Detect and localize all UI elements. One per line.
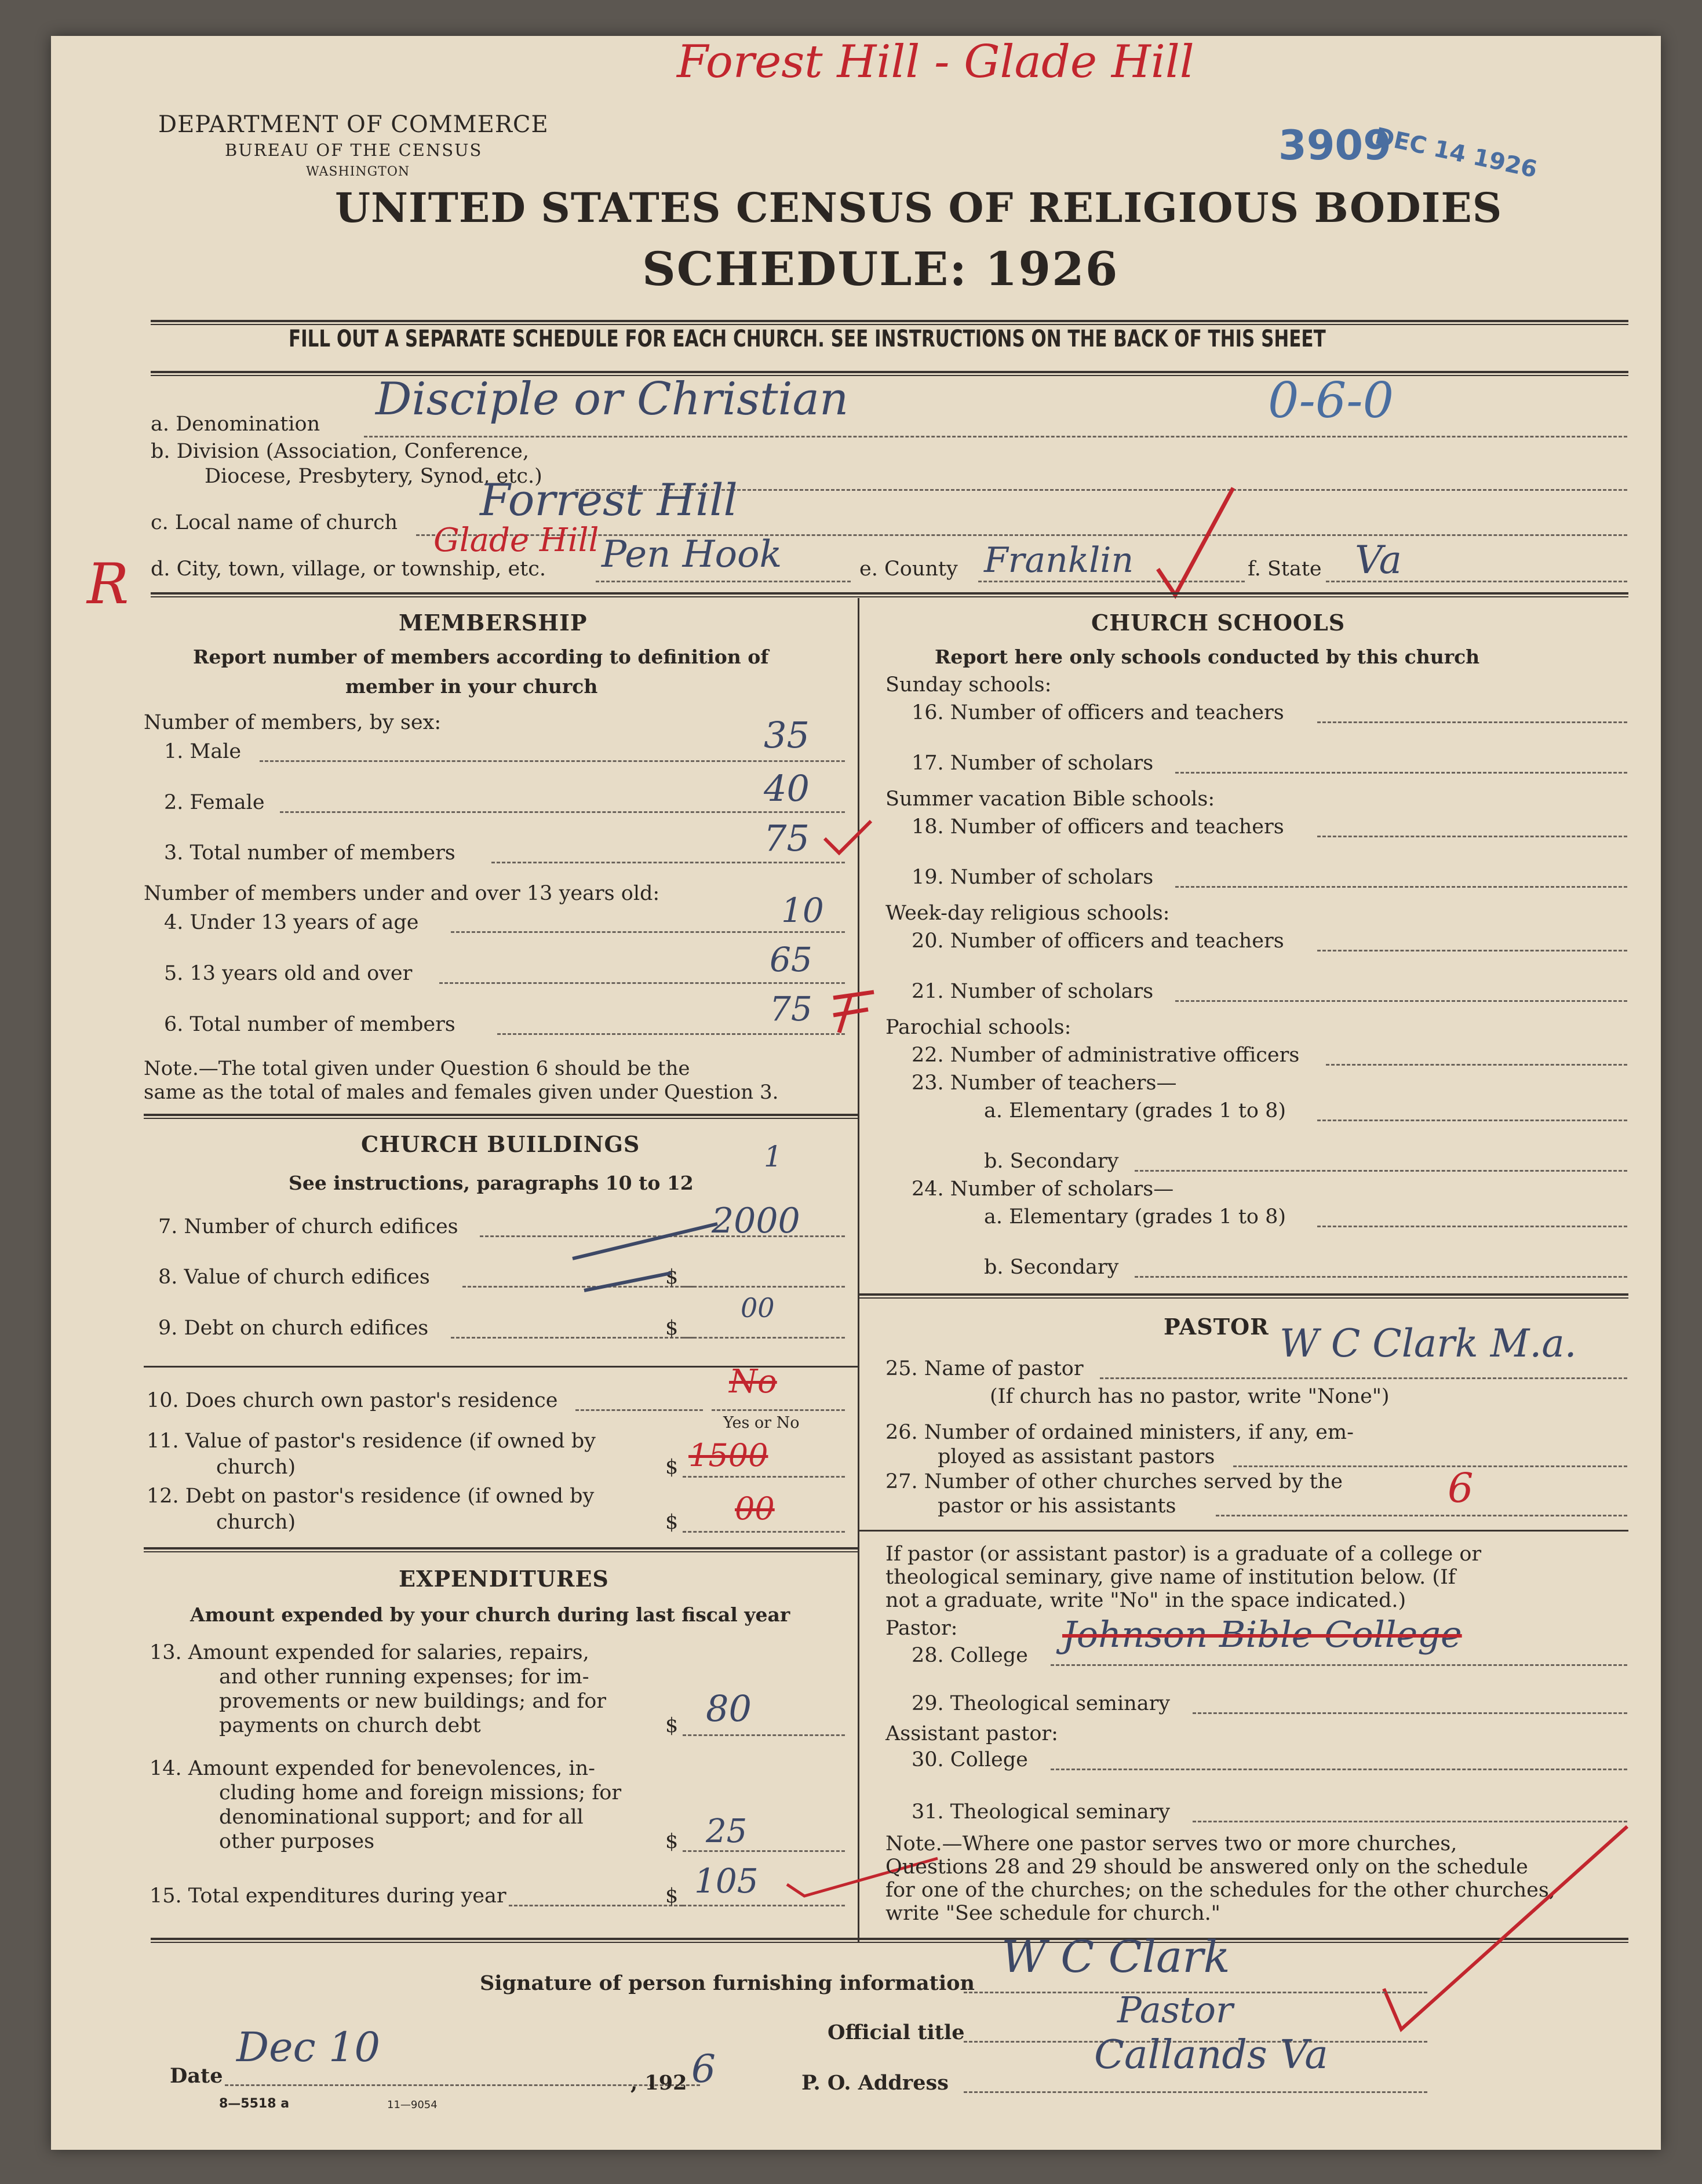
q27-label-1: 27. Number of other churches served by the bbox=[885, 1470, 1343, 1493]
q10-residence-value: No bbox=[729, 1363, 777, 1401]
q11-line bbox=[683, 1476, 845, 1478]
q31-label: 31. Theological seminary bbox=[912, 1800, 1171, 1824]
signature-label: Signature of person furnishing information bbox=[480, 1971, 975, 1995]
q10-residence-label: 10. Does church own pastor's residence bbox=[147, 1389, 558, 1412]
expenditures-sub: Amount expended by your church during last fiscal year bbox=[190, 1603, 790, 1626]
q1-line bbox=[260, 760, 845, 762]
q9-debt-label: 9. Debt on church edifices bbox=[158, 1317, 429, 1340]
pastor-heading: PASTOR bbox=[1164, 1314, 1269, 1340]
q8-value-value: 2000 bbox=[712, 1201, 800, 1241]
division-label-2: Diocese, Presbytery, Synod, etc.) bbox=[205, 465, 542, 488]
fill-instructions: FILL OUT A SEPARATE SCHEDULE FOR EACH CHURCH. SEE INSTRUCTIONS ON THE BACK OF THIS SHEET bbox=[289, 326, 1326, 352]
q26-label-2: ployed as assistant pastors bbox=[938, 1445, 1215, 1468]
bureau-city: WASHINGTON bbox=[306, 165, 410, 179]
q18-line bbox=[1317, 836, 1627, 837]
q14-label-4: other purposes bbox=[219, 1830, 375, 1853]
schedule-title: SCHEDULE: 1926 bbox=[642, 242, 1119, 296]
q14-label-1: 14. Amount expended for benevolences, in- bbox=[150, 1757, 595, 1780]
q1-male-value: 35 bbox=[764, 714, 810, 756]
pastor-mid-rule bbox=[858, 1530, 1628, 1532]
q17-line bbox=[1175, 772, 1627, 774]
q19-label: 19. Number of scholars bbox=[912, 866, 1154, 889]
q10-line bbox=[712, 1409, 845, 1411]
q30-label: 30. College bbox=[912, 1748, 1028, 1771]
membership-rule bbox=[144, 1114, 858, 1119]
q12-label-2: church) bbox=[216, 1511, 296, 1534]
q4-under13-label: 4. Under 13 years of age bbox=[164, 911, 419, 934]
membership-sub-2: member in your church bbox=[345, 675, 598, 698]
schools-sub: Report here only schools conducted by this church bbox=[935, 646, 1480, 668]
q23a-label: a. Elementary (grades 1 to 8) bbox=[984, 1099, 1286, 1122]
sunday-schools-label: Sunday schools: bbox=[885, 673, 1052, 697]
q12-dollar: $ bbox=[665, 1511, 679, 1534]
q18-label: 18. Number of officers and teachers bbox=[912, 815, 1284, 838]
po-address-value: Callands Va bbox=[1094, 2032, 1328, 2078]
yes-or-no-hint: Yes or No bbox=[723, 1414, 800, 1432]
denomination-label: a. Denomination bbox=[151, 413, 320, 436]
q9-dots bbox=[451, 1337, 694, 1339]
graduate-note-3: not a graduate, write "No" in the space indicated.) bbox=[885, 1589, 1406, 1612]
q7-edifices-label: 7. Number of church edifices bbox=[158, 1215, 458, 1238]
q28-label: 28. College bbox=[912, 1644, 1028, 1667]
q25-line bbox=[1100, 1377, 1627, 1379]
schools-rule bbox=[858, 1293, 1628, 1299]
header-rule-top bbox=[151, 320, 1628, 325]
q10-dots bbox=[575, 1409, 703, 1411]
classification-code: 0-6-0 bbox=[1268, 372, 1394, 429]
q11-label-2: church) bbox=[216, 1456, 296, 1479]
q2-female-value: 40 bbox=[764, 767, 810, 810]
q5-over13-label: 5. 13 years old and over bbox=[164, 962, 413, 985]
graduate-note-2: theological seminary, give name of institution below. (If bbox=[885, 1566, 1456, 1589]
q8-value-label: 8. Value of church edifices bbox=[158, 1266, 430, 1289]
pen-strike-marks bbox=[561, 1204, 723, 1296]
q27-line bbox=[1216, 1515, 1627, 1516]
q15-dollar: $ bbox=[665, 1884, 679, 1908]
official-title-label: Official title bbox=[828, 2021, 965, 2044]
q3-total-label: 3. Total number of members bbox=[164, 841, 455, 865]
q14-value: 25 bbox=[706, 1813, 748, 1850]
parochial-schools-label: Parochial schools: bbox=[885, 1016, 1072, 1039]
pastor-note-1: Note.—Where one pastor serves two or more churches, bbox=[885, 1832, 1457, 1855]
denomination-value: Disciple or Christian bbox=[376, 373, 849, 425]
q12-debt-value: 00 bbox=[735, 1490, 775, 1527]
q24-label: 24. Number of scholars— bbox=[912, 1177, 1174, 1201]
po-address-line bbox=[964, 2091, 1427, 2093]
q1-male-label: 1. Male bbox=[164, 740, 242, 763]
q27-value: 6 bbox=[1448, 1464, 1474, 1512]
state-label: f. State bbox=[1248, 557, 1322, 581]
graduate-note-1: If pastor (or assistant pastor) is a graduate of a college or bbox=[885, 1543, 1482, 1566]
pastor-note-4: write "See schedule for church." bbox=[885, 1902, 1220, 1925]
q25-note: (If church has no pastor, write "None") bbox=[990, 1385, 1390, 1408]
members-by-age-label: Number of members under and over 13 years old: bbox=[144, 882, 660, 905]
state-value: Va bbox=[1355, 538, 1402, 582]
q24a-label: a. Elementary (grades 1 to 8) bbox=[984, 1205, 1286, 1228]
assistant-pastor-label: Assistant pastor: bbox=[885, 1722, 1058, 1745]
q23b-line bbox=[1135, 1170, 1627, 1172]
q21-label: 21. Number of scholars bbox=[912, 980, 1154, 1003]
received-stamp-number: 3909 bbox=[1278, 122, 1391, 169]
q13-label-3: provements or new buildings; and for bbox=[219, 1690, 607, 1713]
pastor-note-3: for one of the churches; on the schedules for the other churches, bbox=[885, 1879, 1555, 1902]
q19-line bbox=[1175, 886, 1627, 888]
q14-label-2: cluding home and foreign missions; for bbox=[219, 1781, 622, 1804]
q2-female-label: 2. Female bbox=[164, 791, 265, 814]
q6-line bbox=[497, 1033, 845, 1035]
q9-dollar: $ bbox=[665, 1317, 679, 1340]
q25-pastor-name: W C Clark M.a. bbox=[1280, 1321, 1577, 1366]
q11-dollar: $ bbox=[665, 1456, 679, 1479]
form-number: 8—5518 a bbox=[219, 2097, 290, 2111]
membership-note-1: Note.—The total given under Question 6 should be the bbox=[144, 1057, 690, 1080]
city-label: d. City, town, village, or township, etc. bbox=[151, 557, 546, 581]
expenditures-heading: EXPENDITURES bbox=[399, 1566, 609, 1592]
q14-dollar: $ bbox=[665, 1830, 679, 1853]
q22-label: 22. Number of administrative officers bbox=[912, 1044, 1300, 1067]
received-stamp-date: DEC 14 1926 bbox=[1372, 123, 1540, 184]
q6-total-value: 75 bbox=[770, 989, 812, 1029]
q13-label-2: and other running expenses; for im- bbox=[219, 1665, 589, 1689]
q13-label-1: 13. Amount expended for salaries, repairs, bbox=[150, 1641, 589, 1664]
red-check-footer bbox=[1372, 1815, 1633, 2035]
q23b-label: b. Secondary bbox=[984, 1150, 1119, 1173]
q29-label: 29. Theological seminary bbox=[912, 1692, 1171, 1715]
schools-heading: CHURCH SCHOOLS bbox=[1091, 610, 1346, 636]
year-digit: 6 bbox=[691, 2047, 716, 2091]
q5-line bbox=[439, 982, 845, 984]
red-check-mark-county bbox=[1152, 482, 1245, 604]
q6-total-label: 6. Total number of members bbox=[164, 1013, 455, 1036]
membership-heading: MEMBERSHIP bbox=[399, 610, 588, 636]
county-value: Franklin bbox=[984, 540, 1134, 581]
department-name: DEPARTMENT OF COMMERCE bbox=[158, 111, 549, 138]
date-value: Dec 10 bbox=[236, 2023, 381, 2071]
city-value: Pen Hook bbox=[602, 533, 782, 576]
q4-under13-value: 10 bbox=[781, 891, 824, 930]
q15-label: 15. Total expenditures during year bbox=[150, 1884, 506, 1908]
q15-value: 105 bbox=[694, 1861, 759, 1901]
q11-label-1: 11. Value of pastor's residence (if owned by bbox=[147, 1430, 596, 1453]
city-line bbox=[596, 581, 851, 582]
signature-value: W C Clark bbox=[1001, 1931, 1230, 1982]
buildings-rule bbox=[144, 1547, 858, 1552]
denomination-line bbox=[364, 436, 1627, 437]
official-title-value: Pastor bbox=[1117, 1989, 1233, 2031]
q14-line bbox=[683, 1850, 845, 1852]
bureau-name: BUREAU OF THE CENSUS bbox=[225, 140, 483, 160]
q27-label-2: pastor or his assistants bbox=[938, 1494, 1176, 1518]
section-rule-top bbox=[151, 592, 1628, 597]
q5-over13-value: 65 bbox=[770, 940, 812, 979]
q8-dollar: $ bbox=[665, 1266, 679, 1289]
buildings-heading: CHURCH BUILDINGS bbox=[361, 1131, 640, 1157]
local-name-value: Forrest Hill bbox=[480, 474, 738, 526]
q16-line bbox=[1317, 721, 1627, 723]
margin-mark: R bbox=[87, 552, 129, 617]
q12-line bbox=[683, 1531, 845, 1533]
q3-line bbox=[491, 862, 845, 863]
q26-line bbox=[1233, 1465, 1627, 1467]
q3-total-value: 75 bbox=[764, 817, 810, 859]
q23-label: 23. Number of teachers— bbox=[912, 1071, 1177, 1095]
q12-label-1: 12. Debt on pastor's residence (if owned by bbox=[147, 1485, 595, 1508]
q17-label: 17. Number of scholars bbox=[912, 752, 1154, 775]
pastor-label: Pastor: bbox=[885, 1617, 958, 1640]
q30-line bbox=[1051, 1769, 1627, 1770]
city-correction: Glade Hill bbox=[433, 522, 599, 559]
date-line bbox=[225, 2084, 700, 2086]
column-divider bbox=[858, 598, 859, 1942]
q22-line bbox=[1326, 1064, 1627, 1066]
date-label: Date bbox=[170, 2064, 223, 2088]
q4-line bbox=[451, 931, 845, 933]
print-number: 11—9054 bbox=[387, 2099, 438, 2111]
red-check-q3 bbox=[822, 818, 874, 859]
q29-line bbox=[1193, 1712, 1627, 1714]
top-annotation: Forest Hill - Glade Hill bbox=[677, 36, 1194, 88]
q2-line bbox=[280, 811, 845, 813]
year-prefix: , 192 bbox=[630, 2071, 687, 2095]
division-label-1: b. Division (Association, Conference, bbox=[151, 440, 529, 463]
summer-schools-label: Summer vacation Bible schools: bbox=[885, 787, 1215, 811]
q14-label-3: denominational support; and for all bbox=[219, 1806, 584, 1829]
local-name-label: c. Local name of church bbox=[151, 511, 398, 534]
q24b-label: b. Secondary bbox=[984, 1256, 1119, 1279]
buildings-sub: See instructions, paragraphs 10 to 12 bbox=[289, 1172, 694, 1194]
q9-line bbox=[683, 1337, 845, 1339]
q13-value: 80 bbox=[706, 1687, 752, 1730]
county-label: e. County bbox=[859, 557, 958, 581]
q9-debt-value: 00 bbox=[741, 1292, 775, 1323]
q20-line bbox=[1317, 950, 1627, 951]
po-address-label: P. O. Address bbox=[801, 2071, 949, 2095]
q15-dots bbox=[509, 1905, 683, 1906]
q11-residence-value: 1500 bbox=[688, 1437, 768, 1474]
q24a-line bbox=[1317, 1226, 1627, 1227]
q24b-line bbox=[1135, 1276, 1627, 1278]
form-title: UNITED STATES CENSUS OF RELIGIOUS BODIES bbox=[335, 184, 1503, 232]
q26-label-1: 26. Number of ordained ministers, if any, em- bbox=[885, 1421, 1354, 1444]
q28-college-value: Johnson Bible College bbox=[1062, 1613, 1462, 1656]
membership-sub-1: Report number of members according to definition of bbox=[193, 646, 769, 668]
weekday-schools-label: Week-day religious schools: bbox=[885, 902, 1170, 925]
census-form-sheet bbox=[51, 36, 1661, 2150]
red-mark-q6 bbox=[828, 986, 880, 1038]
pastor-note-2: Questions 28 and 29 should be answered only on the schedule bbox=[885, 1855, 1528, 1879]
members-by-sex-label: Number of members, by sex: bbox=[144, 711, 442, 734]
q16-label: 16. Number of officers and teachers bbox=[912, 701, 1284, 724]
membership-note-2: same as the total of males and females given under Question 3. bbox=[144, 1081, 779, 1104]
q23a-line bbox=[1317, 1120, 1627, 1121]
q28-line bbox=[1051, 1664, 1627, 1666]
q20-label: 20. Number of officers and teachers bbox=[912, 929, 1284, 953]
q25-label: 25. Name of pastor bbox=[885, 1357, 1084, 1380]
header-rule-bottom bbox=[151, 371, 1628, 376]
q13-dollar: $ bbox=[665, 1714, 679, 1737]
q13-line bbox=[683, 1734, 845, 1736]
q7-edifices-value: 1 bbox=[764, 1140, 782, 1173]
q13-label-4: payments on church debt bbox=[219, 1714, 481, 1737]
q21-line bbox=[1175, 1000, 1627, 1002]
